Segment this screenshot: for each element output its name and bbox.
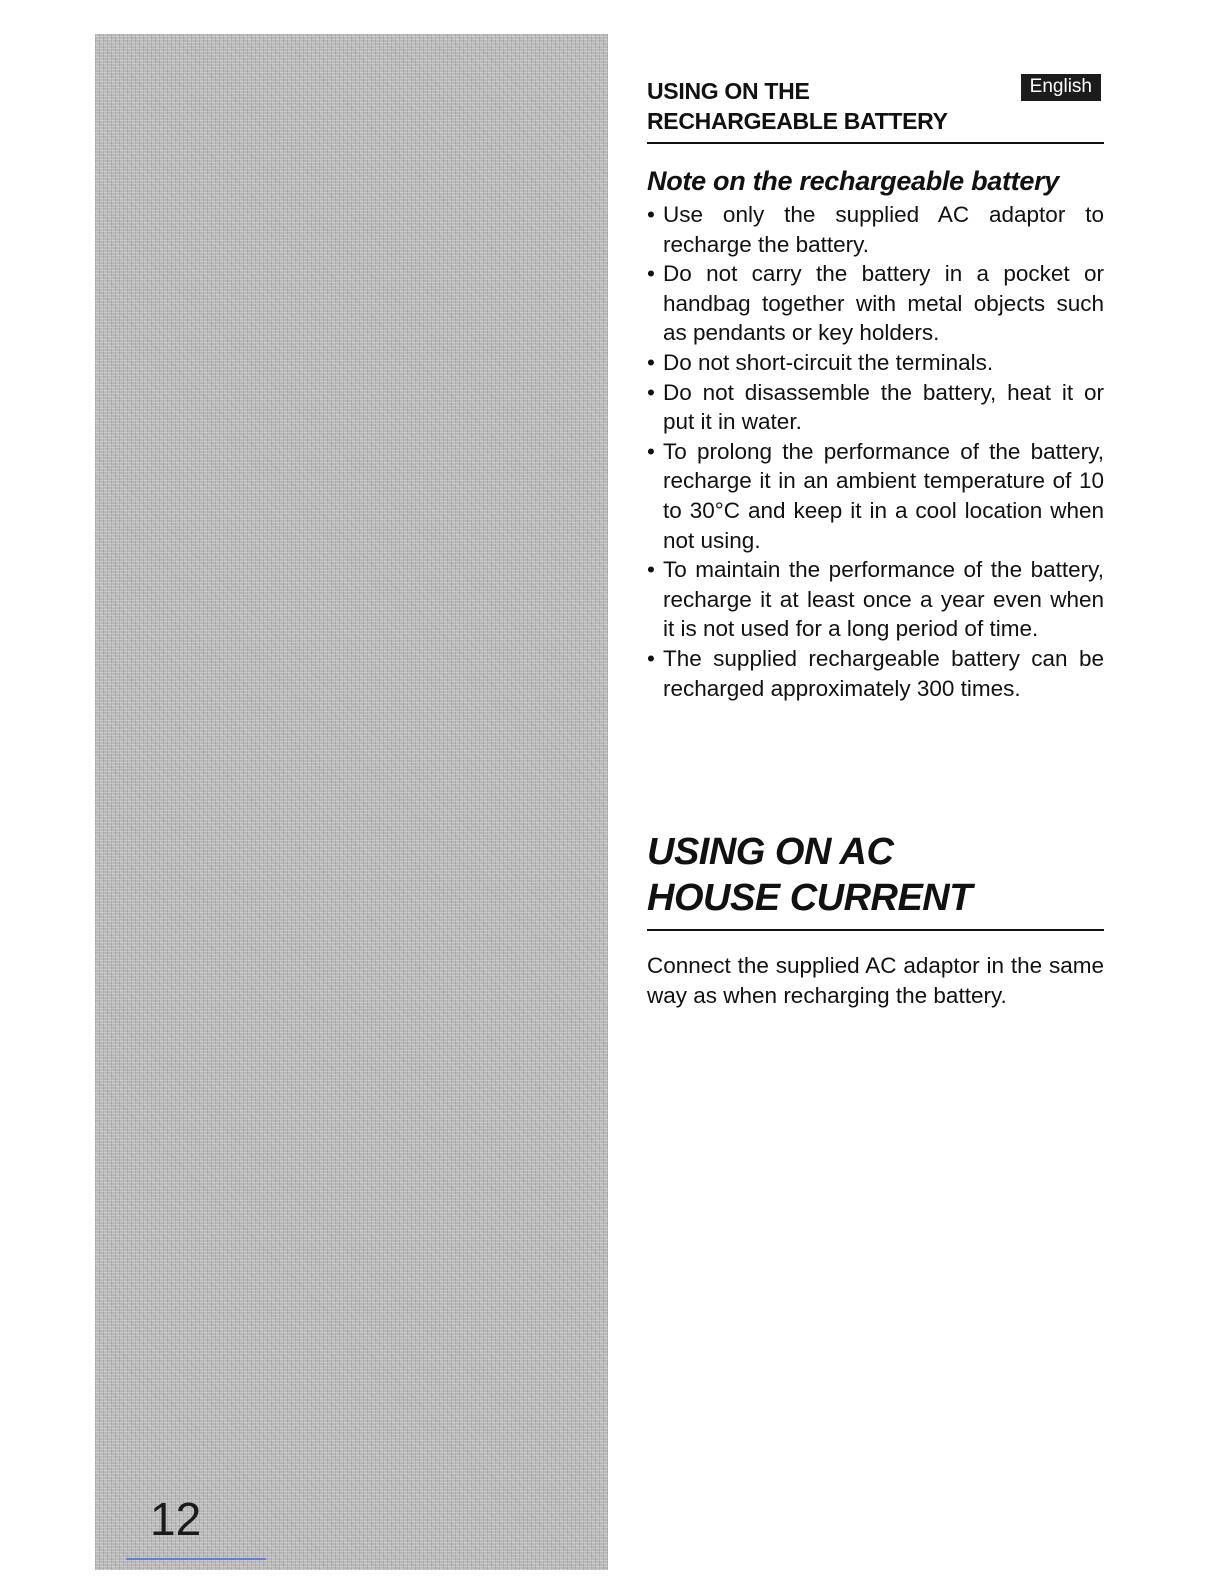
content-column [647,76,1104,1034]
margin-rule [126,1558,266,1560]
note-text: To prolong the performance of the battery, recharge it in an ambient temperature of 10 to 30°C and keep it in a cool location when not using. [663,438,1104,553]
list-item [647,259,1104,348]
page-number: 12 [150,1493,202,1545]
note-text: The supplied rechargeable battery can be recharged approximately 300 times. [663,645,1104,701]
list-item [647,555,1104,644]
battery-notes-list [647,200,1104,703]
note-text: Do not disassemble the battery, heat it or put it in water. [663,379,1104,435]
note-text: Use only the supplied AC adaptor to recharge the battery. [663,202,1104,257]
bullet-icon: • [647,438,655,464]
note-text: To maintain the performance of the battery, recharge it at least once a year even when it is not used for a long period of time. [663,557,1104,642]
bullet-icon: • [647,261,655,287]
section-header-battery [647,76,1104,144]
bullet-icon: • [647,202,655,227]
note-text: Do not short-circuit the terminals. [663,349,994,375]
section-header-ac [647,829,1104,931]
section-title-battery: USING ON THE RECHARGEABLE BATTERY [647,78,948,134]
list-item [647,348,1104,378]
list-item [647,378,1104,437]
language-badge: English [1021,74,1101,101]
bullet-icon: • [647,557,655,583]
list-item [647,437,1104,555]
note-text: Do not carry the battery in a pocket or handbag together with metal objects such as pendants or key holders. [663,261,1104,346]
ac-instructions: Connect the supplied AC adaptor in the same way as when recharging the battery. [647,953,1104,1009]
bullet-icon: • [647,379,655,405]
notes-subheading: Note on the rechargeable battery [647,166,1060,196]
list-item [647,200,1104,259]
bullet-icon: • [647,349,655,375]
gray-side-panel [95,34,608,1570]
list-item [647,644,1104,703]
section-title-ac: USING ON AC HOUSE CURRENT [647,831,972,920]
bullet-icon: • [647,645,655,671]
